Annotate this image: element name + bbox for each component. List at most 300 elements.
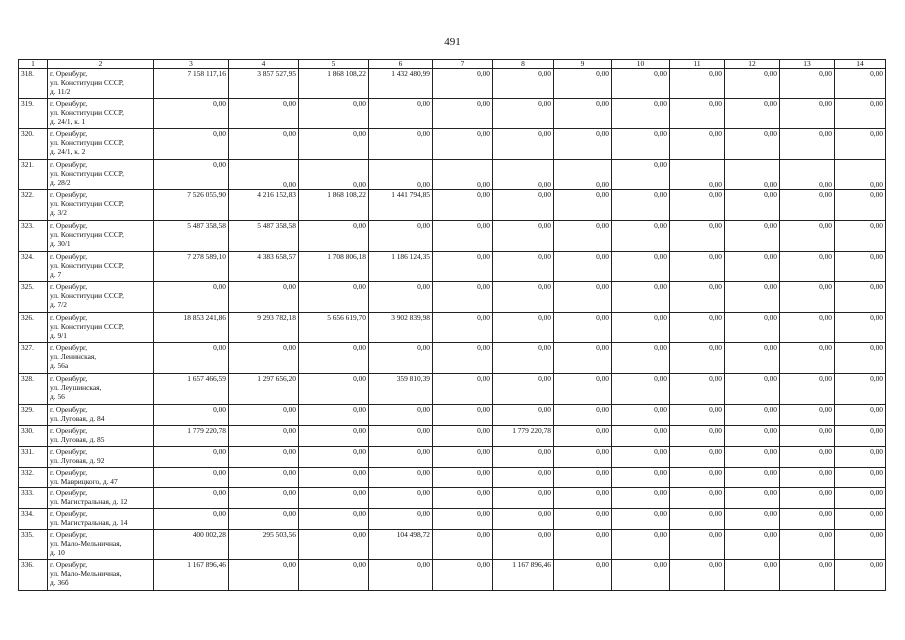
- row-number: 325.: [19, 282, 48, 313]
- amount-cell: 0,00: [670, 69, 725, 99]
- amount-cell: 0,00: [612, 405, 670, 426]
- amount-cell: 0,00: [554, 530, 612, 560]
- amount-cell: 0,00: [369, 488, 433, 509]
- amount-cell: 4 216 152,83: [229, 190, 299, 221]
- amount-cell: 0,00: [493, 405, 554, 426]
- amount-cell: 0,00: [835, 488, 886, 509]
- amount-cell: 0,00: [780, 343, 835, 374]
- table-row: [19, 190, 886, 221]
- table-row: [19, 374, 886, 405]
- amount-cell: 0,00: [780, 426, 835, 447]
- amount-cell: 0,00: [612, 447, 670, 468]
- amount-cell: 0,00: [433, 129, 493, 160]
- address-cell: г. Оренбург, ул. Луговая, д. 92: [48, 447, 154, 468]
- amount-cell: 1 868 108,22: [299, 69, 369, 99]
- amount-cell: 1 441 794,85: [369, 190, 433, 221]
- amount-cell: 0,00: [433, 160, 493, 190]
- amount-cell: 0,00: [612, 282, 670, 313]
- amount-cell: 0,00: [725, 221, 780, 252]
- amount-cell: 0,00: [554, 129, 612, 160]
- amount-cell: 0,00: [299, 426, 369, 447]
- amount-cell: 0,00: [835, 99, 886, 129]
- amount-cell: 0,00: [299, 560, 369, 591]
- amount-cell: 0,00: [433, 530, 493, 560]
- table-row: [19, 468, 886, 488]
- amount-cell: 0,00: [670, 221, 725, 252]
- amount-cell: 0,00: [433, 560, 493, 591]
- amount-cell: 0,00: [670, 426, 725, 447]
- amount-cell: 0,00: [299, 447, 369, 468]
- amount-cell: 0,00: [493, 190, 554, 221]
- amount-cell: 0,00: [725, 129, 780, 160]
- amount-cell: 0,00: [433, 252, 493, 282]
- column-number: 9: [554, 60, 612, 69]
- amount-cell: 0,00: [493, 468, 554, 488]
- amount-cell: 0,00: [493, 530, 554, 560]
- amount-cell: 0,00: [725, 530, 780, 560]
- row-number: 334.: [19, 509, 48, 530]
- amount-cell: 0,00: [780, 99, 835, 129]
- amount-cell: 0,00: [670, 509, 725, 530]
- row-number: 321.: [19, 160, 48, 190]
- amount-cell: 0,00: [725, 488, 780, 509]
- amount-cell: 0,00: [229, 99, 299, 129]
- table-row: [19, 530, 886, 560]
- column-number: 10: [612, 60, 670, 69]
- amount-cell: 0,00: [369, 129, 433, 160]
- row-number: 324.: [19, 252, 48, 282]
- amount-cell: 0,00: [433, 99, 493, 129]
- amount-cell: 1 167 896,46: [493, 560, 554, 591]
- amount-cell: 0,00: [835, 530, 886, 560]
- amount-cell: 0,00: [154, 343, 229, 374]
- amount-cell: 0,00: [554, 221, 612, 252]
- amount-cell: 0,00: [369, 160, 433, 190]
- address-cell: г. Оренбург, ул. Магистральная, д. 14: [48, 509, 154, 530]
- amount-cell: 0,00: [725, 343, 780, 374]
- amount-cell: 0,00: [612, 560, 670, 591]
- amount-cell: 0,00: [835, 129, 886, 160]
- amount-cell: 0,00: [299, 282, 369, 313]
- column-number: 2: [48, 60, 154, 69]
- row-number: 326.: [19, 313, 48, 343]
- amount-cell: 0,00: [299, 488, 369, 509]
- column-number: 1: [19, 60, 48, 69]
- amount-cell: 0,00: [369, 282, 433, 313]
- amount-cell: 18 853 241,86: [154, 313, 229, 343]
- amount-cell: 0,00: [554, 160, 612, 190]
- row-number: 319.: [19, 99, 48, 129]
- amount-cell: 359 810,39: [369, 374, 433, 405]
- amount-cell: 0,00: [229, 405, 299, 426]
- address-cell: г. Оренбург, ул. Конституции СССР, д. 30/1: [48, 221, 154, 252]
- amount-cell: 0,00: [612, 426, 670, 447]
- amount-cell: 0,00: [835, 190, 886, 221]
- address-cell: г. Оренбург, ул. Конституции СССР, д. 28/2: [48, 160, 154, 190]
- amount-cell: 0,00: [554, 69, 612, 99]
- column-number: 3: [154, 60, 229, 69]
- amount-cell: 0,00: [725, 313, 780, 343]
- amount-cell: 0,00: [835, 405, 886, 426]
- amount-cell: 0,00: [369, 405, 433, 426]
- amount-cell: 0,00: [554, 488, 612, 509]
- column-number: 5: [299, 60, 369, 69]
- amount-cell: 0,00: [670, 282, 725, 313]
- amount-cell: 0,00: [433, 447, 493, 468]
- amount-cell: 0,00: [725, 252, 780, 282]
- amount-cell: 3 857 527,95: [229, 69, 299, 99]
- amount-cell: 0,00: [670, 99, 725, 129]
- amount-cell: 5 656 619,70: [299, 313, 369, 343]
- amount-cell: 0,00: [725, 190, 780, 221]
- amount-cell: 0,00: [780, 221, 835, 252]
- amount-cell: 0,00: [229, 488, 299, 509]
- row-number: 331.: [19, 447, 48, 468]
- amount-cell: 0,00: [612, 252, 670, 282]
- amount-cell: 0,00: [229, 447, 299, 468]
- amount-cell: 1 297 656,20: [229, 374, 299, 405]
- amount-cell: 0,00: [299, 530, 369, 560]
- amount-cell: 0,00: [433, 405, 493, 426]
- address-cell: г. Оренбург, ул. Конституции СССР, д. 7/2: [48, 282, 154, 313]
- amount-cell: 0,00: [835, 560, 886, 591]
- amount-cell: 0,00: [780, 468, 835, 488]
- amount-cell: 0,00: [780, 129, 835, 160]
- amount-cell: 0,00: [154, 282, 229, 313]
- address-cell: г. Оренбург, ул. Мало-Мельничная, д. 10: [48, 530, 154, 560]
- amount-cell: 0,00: [493, 129, 554, 160]
- page-number: 491: [444, 36, 461, 48]
- amount-cell: 7 278 589,10: [154, 252, 229, 282]
- amount-cell: 0,00: [835, 282, 886, 313]
- amount-cell: 0,00: [154, 405, 229, 426]
- register-table: [18, 59, 886, 591]
- amount-cell: 0,00: [369, 221, 433, 252]
- amount-cell: 0,00: [369, 426, 433, 447]
- amount-cell: 0,00: [433, 190, 493, 221]
- amount-cell: 0,00: [670, 190, 725, 221]
- address-cell: г. Оренбург, ул. Леушинская, д. 56: [48, 374, 154, 405]
- row-number: 328.: [19, 374, 48, 405]
- address-cell: г. Оренбург, ул. Конституции СССР, д. 7: [48, 252, 154, 282]
- amount-cell: 0,00: [554, 405, 612, 426]
- amount-cell: 1 779 220,78: [493, 426, 554, 447]
- amount-cell: 0,00: [835, 221, 886, 252]
- table-row: [19, 69, 886, 99]
- amount-cell: 0,00: [670, 313, 725, 343]
- amount-cell: 0,00: [612, 343, 670, 374]
- amount-cell: 0,00: [612, 530, 670, 560]
- amount-cell: 0,00: [154, 160, 229, 190]
- amount-cell: 0,00: [493, 313, 554, 343]
- amount-cell: 0,00: [725, 282, 780, 313]
- amount-cell: 1 167 896,46: [154, 560, 229, 591]
- table-row: [19, 252, 886, 282]
- amount-cell: 0,00: [780, 160, 835, 190]
- amount-cell: 0,00: [835, 426, 886, 447]
- amount-cell: 0,00: [670, 374, 725, 405]
- amount-cell: 1 432 480,99: [369, 69, 433, 99]
- amount-cell: 0,00: [229, 426, 299, 447]
- address-cell: г. Оренбург, ул. Конституции СССР, д. 3/2: [48, 190, 154, 221]
- table-row: [19, 343, 886, 374]
- address-cell: г. Оренбург, ул. Мало-Мельничная, д. 36б: [48, 560, 154, 591]
- amount-cell: 0,00: [299, 129, 369, 160]
- amount-cell: 0,00: [299, 343, 369, 374]
- row-number: 335.: [19, 530, 48, 560]
- address-cell: г. Оренбург, ул. Ленинская, д. 56а: [48, 343, 154, 374]
- row-number: 332.: [19, 468, 48, 488]
- amount-cell: 0,00: [554, 374, 612, 405]
- address-cell: г. Оренбург, ул. Луговая, д. 84: [48, 405, 154, 426]
- amount-cell: 0,00: [433, 343, 493, 374]
- amount-cell: 0,00: [725, 160, 780, 190]
- address-cell: г. Оренбург, ул. Конституции СССР, д. 11/2: [48, 69, 154, 99]
- address-cell: г. Оренбург, ул. Луговая, д. 85: [48, 426, 154, 447]
- amount-cell: 1 657 466,59: [154, 374, 229, 405]
- amount-cell: 0,00: [154, 468, 229, 488]
- amount-cell: 0,00: [493, 509, 554, 530]
- row-number: 318.: [19, 69, 48, 99]
- amount-cell: 0,00: [299, 405, 369, 426]
- amount-cell: 0,00: [780, 69, 835, 99]
- amount-cell: 0,00: [554, 282, 612, 313]
- amount-cell: 0,00: [493, 343, 554, 374]
- amount-cell: 0,00: [493, 99, 554, 129]
- amount-cell: 9 293 782,18: [229, 313, 299, 343]
- amount-cell: 0,00: [725, 99, 780, 129]
- amount-cell: 0,00: [612, 313, 670, 343]
- amount-cell: 0,00: [554, 343, 612, 374]
- amount-cell: 0,00: [229, 160, 299, 190]
- amount-cell: 5 487 358,58: [229, 221, 299, 252]
- amount-cell: 0,00: [433, 426, 493, 447]
- amount-cell: 0,00: [835, 252, 886, 282]
- amount-cell: 295 503,56: [229, 530, 299, 560]
- amount-cell: 0,00: [493, 221, 554, 252]
- table-row: [19, 560, 886, 591]
- amount-cell: 0,00: [369, 447, 433, 468]
- amount-cell: 1 186 124,35: [369, 252, 433, 282]
- column-number: 11: [670, 60, 725, 69]
- amount-cell: 0,00: [299, 468, 369, 488]
- amount-cell: 0,00: [725, 426, 780, 447]
- column-number: 14: [835, 60, 886, 69]
- amount-cell: 0,00: [433, 221, 493, 252]
- table-row: [19, 488, 886, 509]
- amount-cell: 400 002,28: [154, 530, 229, 560]
- amount-cell: 0,00: [229, 509, 299, 530]
- amount-cell: 0,00: [670, 530, 725, 560]
- amount-cell: 0,00: [725, 447, 780, 468]
- amount-cell: 0,00: [835, 69, 886, 99]
- amount-cell: 0,00: [554, 560, 612, 591]
- column-number: 13: [780, 60, 835, 69]
- address-cell: г. Оренбург, ул. Маврицкого, д. 47: [48, 468, 154, 488]
- amount-cell: 0,00: [612, 509, 670, 530]
- amount-cell: 0,00: [780, 530, 835, 560]
- amount-cell: 0,00: [154, 447, 229, 468]
- amount-cell: 0,00: [554, 509, 612, 530]
- amount-cell: 0,00: [670, 252, 725, 282]
- amount-cell: 4 383 658,57: [229, 252, 299, 282]
- amount-cell: 0,00: [670, 488, 725, 509]
- amount-cell: 0,00: [780, 190, 835, 221]
- amount-cell: 1 779 220,78: [154, 426, 229, 447]
- amount-cell: 5 487 358,58: [154, 221, 229, 252]
- amount-cell: 0,00: [780, 313, 835, 343]
- column-number: 7: [433, 60, 493, 69]
- amount-cell: 0,00: [369, 468, 433, 488]
- column-number-row: [19, 60, 886, 69]
- amount-cell: 0,00: [725, 468, 780, 488]
- amount-cell: 0,00: [780, 252, 835, 282]
- amount-cell: 0,00: [369, 343, 433, 374]
- amount-cell: 0,00: [835, 468, 886, 488]
- amount-cell: 0,00: [554, 99, 612, 129]
- column-number: 8: [493, 60, 554, 69]
- table-row: [19, 99, 886, 129]
- amount-cell: 0,00: [780, 488, 835, 509]
- address-cell: г. Оренбург, ул. Конституции СССР, д. 24/1, к. 1: [48, 99, 154, 129]
- amount-cell: 0,00: [554, 190, 612, 221]
- amount-cell: 0,00: [725, 374, 780, 405]
- amount-cell: 0,00: [493, 160, 554, 190]
- amount-cell: 1 868 108,22: [299, 190, 369, 221]
- amount-cell: 7 526 055,90: [154, 190, 229, 221]
- amount-cell: 0,00: [493, 447, 554, 468]
- table-row: [19, 447, 886, 468]
- table-row: [19, 509, 886, 530]
- amount-cell: 0,00: [493, 488, 554, 509]
- table-row: [19, 405, 886, 426]
- amount-cell: 0,00: [554, 426, 612, 447]
- amount-cell: 0,00: [670, 343, 725, 374]
- column-number: 12: [725, 60, 780, 69]
- row-number: 333.: [19, 488, 48, 509]
- address-cell: г. Оренбург, ул. Магистральная, д. 12: [48, 488, 154, 509]
- amount-cell: 0,00: [612, 99, 670, 129]
- amount-cell: 0,00: [612, 488, 670, 509]
- column-number: 6: [369, 60, 433, 69]
- amount-cell: 0,00: [154, 99, 229, 129]
- amount-cell: 0,00: [670, 405, 725, 426]
- amount-cell: 0,00: [780, 509, 835, 530]
- amount-cell: 0,00: [433, 488, 493, 509]
- amount-cell: 0,00: [612, 190, 670, 221]
- table-row: [19, 129, 886, 160]
- amount-cell: 0,00: [433, 313, 493, 343]
- amount-cell: 0,00: [725, 405, 780, 426]
- amount-cell: 0,00: [670, 468, 725, 488]
- amount-cell: 0,00: [154, 509, 229, 530]
- amount-cell: 0,00: [554, 313, 612, 343]
- row-number: 330.: [19, 426, 48, 447]
- amount-cell: 1 708 806,18: [299, 252, 369, 282]
- row-number: 322.: [19, 190, 48, 221]
- amount-cell: 0,00: [433, 468, 493, 488]
- amount-cell: 0,00: [670, 160, 725, 190]
- amount-cell: 0,00: [612, 374, 670, 405]
- row-number: 336.: [19, 560, 48, 591]
- amount-cell: 0,00: [299, 221, 369, 252]
- amount-cell: 0,00: [299, 374, 369, 405]
- amount-cell: 0,00: [670, 560, 725, 591]
- address-cell: г. Оренбург, ул. Конституции СССР, д. 24/1, к. 2: [48, 129, 154, 160]
- amount-cell: 0,00: [835, 447, 886, 468]
- amount-cell: 0,00: [670, 447, 725, 468]
- amount-cell: 0,00: [780, 282, 835, 313]
- amount-cell: 7 158 117,16: [154, 69, 229, 99]
- amount-cell: 0,00: [835, 313, 886, 343]
- amount-cell: 0,00: [554, 447, 612, 468]
- amount-cell: 0,00: [493, 374, 554, 405]
- amount-cell: 0,00: [229, 343, 299, 374]
- amount-cell: 0,00: [612, 69, 670, 99]
- table-row: [19, 160, 886, 190]
- amount-cell: 0,00: [612, 468, 670, 488]
- amount-cell: 0,00: [229, 129, 299, 160]
- table-row: [19, 426, 886, 447]
- column-number: 4: [229, 60, 299, 69]
- table-row: [19, 221, 886, 252]
- amount-cell: 0,00: [554, 468, 612, 488]
- amount-cell: 0,00: [835, 343, 886, 374]
- amount-cell: 0,00: [154, 488, 229, 509]
- amount-cell: 0,00: [299, 160, 369, 190]
- row-number: 323.: [19, 221, 48, 252]
- amount-cell: 0,00: [725, 560, 780, 591]
- row-number: 320.: [19, 129, 48, 160]
- amount-cell: 0,00: [835, 509, 886, 530]
- amount-cell: 0,00: [725, 69, 780, 99]
- amount-cell: 0,00: [369, 99, 433, 129]
- address-cell: г. Оренбург, ул. Конституции СССР, д. 9/1: [48, 313, 154, 343]
- amount-cell: 0,00: [725, 509, 780, 530]
- amount-cell: 0,00: [780, 447, 835, 468]
- amount-cell: 0,00: [780, 374, 835, 405]
- row-number: 329.: [19, 405, 48, 426]
- amount-cell: 0,00: [154, 129, 229, 160]
- amount-cell: 0,00: [433, 282, 493, 313]
- table-row: [19, 282, 886, 313]
- amount-cell: 0,00: [433, 69, 493, 99]
- row-number: 327.: [19, 343, 48, 374]
- amount-cell: 0,00: [493, 252, 554, 282]
- amount-cell: 0,00: [780, 405, 835, 426]
- amount-cell: 0,00: [433, 509, 493, 530]
- amount-cell: 0,00: [612, 129, 670, 160]
- amount-cell: 0,00: [229, 468, 299, 488]
- amount-cell: 0,00: [554, 252, 612, 282]
- table-row: [19, 313, 886, 343]
- amount-cell: 0,00: [369, 560, 433, 591]
- amount-cell: 0,00: [835, 160, 886, 190]
- amount-cell: 0,00: [299, 509, 369, 530]
- amount-cell: 0,00: [612, 221, 670, 252]
- amount-cell: 0,00: [670, 129, 725, 160]
- amount-cell: 0,00: [229, 560, 299, 591]
- amount-cell: 0,00: [493, 282, 554, 313]
- amount-cell: 0,00: [369, 509, 433, 530]
- amount-cell: 0,00: [433, 374, 493, 405]
- amount-cell: 0,00: [493, 69, 554, 99]
- amount-cell: 0,00: [229, 282, 299, 313]
- amount-cell: 0,00: [299, 99, 369, 129]
- amount-cell: 104 498,72: [369, 530, 433, 560]
- amount-cell: 0,00: [780, 560, 835, 591]
- amount-cell: 0,00: [612, 160, 670, 190]
